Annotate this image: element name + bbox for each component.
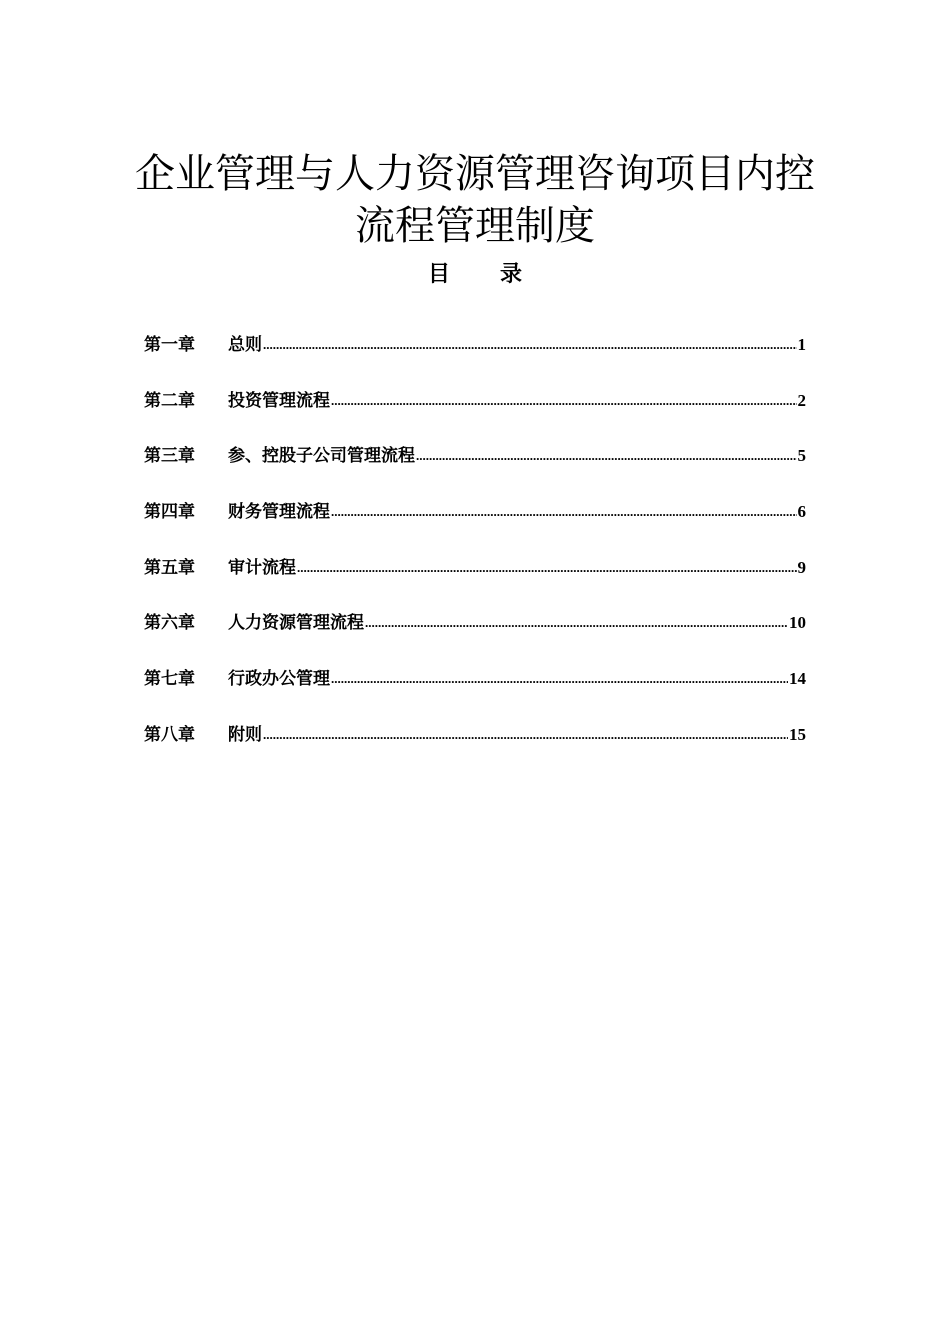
toc-heading-char-1: 目 [427, 262, 450, 287]
toc-chapter-number: 第七章 [144, 669, 195, 690]
toc-page-number: 15 [789, 724, 806, 744]
toc-dot-leader [331, 390, 797, 410]
toc-entry[interactable] [144, 664, 806, 720]
toc-page-number: 2 [797, 390, 806, 410]
toc-dot-leader [263, 334, 797, 354]
toc-heading [0, 260, 950, 290]
toc-chapter-number: 第四章 [144, 502, 195, 523]
toc-page-number: 5 [797, 446, 806, 466]
toc-entry[interactable] [144, 553, 806, 609]
toc-chapter-title: 投资管理流程 [228, 390, 330, 411]
toc-page-number: 1 [797, 335, 806, 354]
toc-chapter-title: 总则 [228, 335, 262, 355]
title-line-1: 企业管理与人力资源管理咨询项目内控 [135, 151, 815, 197]
toc-page-number: 6 [797, 502, 806, 522]
toc-chapter-number: 第二章 [144, 390, 195, 411]
toc-dot-leader [263, 724, 788, 744]
toc-chapter-number: 第五章 [144, 557, 195, 578]
toc-chapter-title: 参、控股子公司管理流程 [228, 446, 415, 467]
toc-dot-leader [331, 668, 788, 688]
toc-heading-char-2: 录 [500, 262, 523, 287]
toc-page-number: 10 [789, 613, 806, 633]
toc-entry[interactable] [144, 330, 806, 386]
toc-entry[interactable] [144, 608, 806, 664]
toc-chapter-title: 人力资源管理流程 [228, 613, 364, 634]
toc-chapter-number: 第三章 [144, 446, 195, 467]
table-of-contents [144, 330, 806, 776]
toc-entry[interactable] [144, 386, 806, 442]
toc-chapter-number: 第六章 [144, 613, 195, 634]
toc-chapter-number: 第八章 [144, 724, 195, 745]
toc-page-number: 9 [797, 557, 806, 577]
toc-chapter-number: 第一章 [144, 335, 195, 355]
toc-dot-leader [331, 501, 797, 521]
toc-page-number: 14 [789, 669, 806, 689]
toc-entry[interactable] [144, 497, 806, 553]
toc-chapter-title: 财务管理流程 [228, 502, 330, 523]
toc-entry[interactable] [144, 720, 806, 776]
toc-chapter-title: 审计流程 [228, 557, 296, 578]
toc-chapter-title: 行政办公管理 [228, 669, 330, 690]
toc-dot-leader [416, 445, 797, 465]
title-line-2: 流程管理制度 [355, 203, 595, 249]
toc-dot-leader [365, 612, 788, 632]
toc-entry[interactable] [144, 441, 806, 497]
toc-dot-leader [297, 557, 797, 577]
toc-chapter-title: 附则 [228, 724, 262, 745]
document-title [120, 148, 830, 252]
